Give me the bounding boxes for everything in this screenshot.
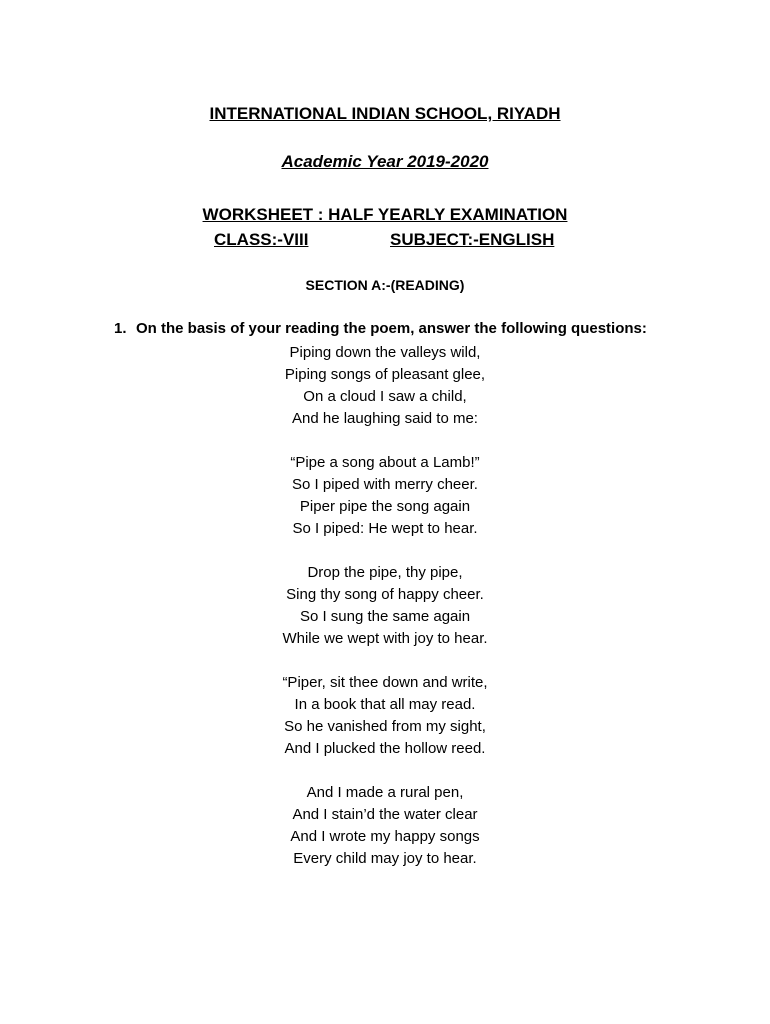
poem-line: Every child may joy to hear. xyxy=(293,850,477,867)
poem-line: Piping songs of pleasant glee, xyxy=(284,366,486,383)
poem-line: And he laughing said to me: xyxy=(292,410,478,427)
section-title: SECTION A:-(READING) xyxy=(305,277,465,293)
poem-line: So he vanished from my sight, xyxy=(284,718,486,735)
poem-line: Piper pipe the song again xyxy=(299,498,471,515)
school-title: INTERNATIONAL INDIAN SCHOOL, RIYADH xyxy=(209,104,561,123)
poem-stanza xyxy=(0,672,770,760)
class-label: CLASS:-VIII xyxy=(214,230,309,249)
poem-line: While we wept with joy to hear. xyxy=(282,630,488,647)
poem-line: “Pipe a song about a Lamb!” xyxy=(290,454,480,471)
poem-line: “Piper, sit thee down and write, xyxy=(282,674,488,691)
question-number: 1. xyxy=(114,320,127,337)
poem-line: And I stain’d the water clear xyxy=(292,806,478,823)
question-1 xyxy=(114,320,647,337)
subject-label: SUBJECT:-ENGLISH xyxy=(390,230,555,249)
poem-stanza xyxy=(0,452,770,540)
academic-year: Academic Year 2019-2020 xyxy=(281,152,489,171)
poem-line: On a cloud I saw a child, xyxy=(303,388,467,405)
poem-line: Sing thy song of happy cheer. xyxy=(286,586,484,603)
poem-line: And I made a rural pen, xyxy=(306,784,464,801)
poem-stanza xyxy=(0,782,770,870)
poem-line: Drop the pipe, thy pipe, xyxy=(307,564,463,581)
worksheet-title: WORKSHEET : HALF YEARLY EXAMINATION xyxy=(202,205,568,224)
question-text: On the basis of your reading the poem, answer the following questions: xyxy=(136,320,647,337)
poem-line: So I piped: He wept to hear. xyxy=(292,520,478,537)
poem xyxy=(0,342,770,892)
poem-line: And I wrote my happy songs xyxy=(290,828,480,845)
poem-stanza xyxy=(0,562,770,650)
poem-line: Piping down the valleys wild, xyxy=(289,344,481,361)
poem-stanza xyxy=(0,342,770,430)
poem-line: So I sung the same again xyxy=(299,608,471,625)
poem-line: So I piped with merry cheer. xyxy=(292,476,478,493)
poem-line: In a book that all may read. xyxy=(294,696,476,713)
poem-line: And I plucked the hollow reed. xyxy=(284,740,486,757)
